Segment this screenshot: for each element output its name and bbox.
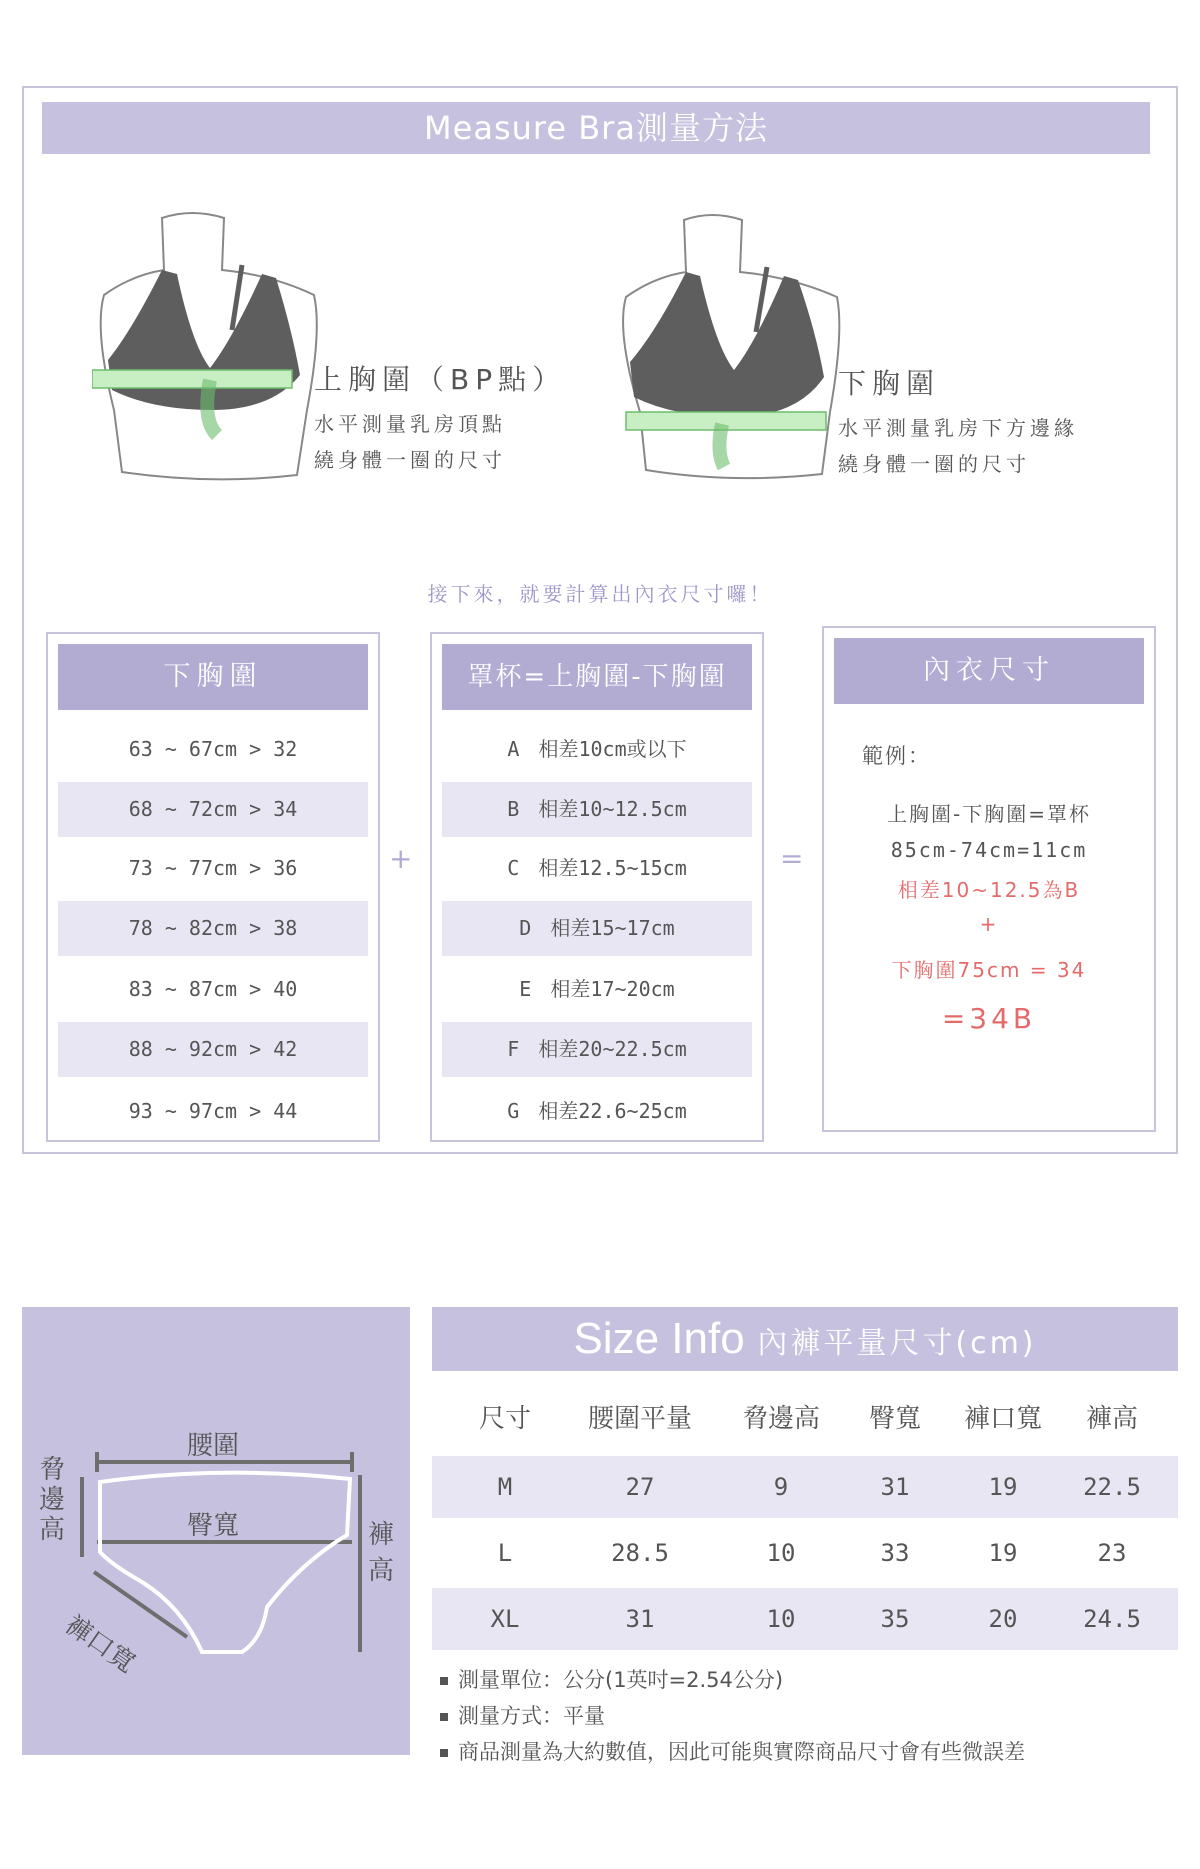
cup-diff: 相差20~22.5cm (538, 1037, 687, 1061)
bullet-square-icon (440, 1749, 448, 1757)
note-text: 商品測量為大約數值，因此可能與實際商品尺寸會有些微誤差 (458, 1740, 1025, 1764)
bust-heading: 上胸圍（BP點） (314, 363, 567, 396)
bra-section-title: Measure Bra測量方法 (42, 102, 1150, 154)
pants-height-label: 褲高 (367, 1520, 394, 1586)
underbust-heading: 下胸圍 (838, 367, 941, 400)
underbust-row: 78 ~ 82cm > 38 (58, 901, 368, 956)
underbust-row: 83 ~ 87cm > 40 (128, 977, 298, 1001)
cell-pants-height: 24.5 (1083, 1605, 1141, 1633)
size-info-title-main: Size Info (573, 1314, 745, 1363)
cell-waist: 31 (625, 1605, 655, 1633)
cell-size: M (497, 1473, 513, 1501)
cell-size: L (497, 1539, 513, 1567)
cell-side-height: 10 (766, 1539, 796, 1567)
cup-card (430, 632, 764, 1142)
underbust-row: 63 ~ 67cm > 32 (128, 737, 298, 761)
side-height-label: 脅邊高 (38, 1455, 65, 1545)
cup-card-header: 罩杯=上胸圍-下胸圍 (442, 644, 752, 710)
cell-waist: 28.5 (611, 1539, 669, 1567)
cup-diff: 相差22.6~25cm (538, 1099, 687, 1123)
plus-sign: + (389, 842, 413, 875)
col-header-leg-opening: 褲口寬 (963, 1404, 1042, 1434)
cup-row (442, 782, 752, 837)
hip-label: 臀寬 (187, 1511, 240, 1541)
cell-hip: 35 (880, 1605, 910, 1633)
cell-pants-height: 23 (1097, 1539, 1127, 1567)
cup-diff: 相差10cm或以下 (538, 737, 687, 761)
cup-letter: A (507, 737, 520, 761)
cup-row (442, 722, 752, 777)
cup-row (442, 962, 752, 1017)
cup-row (442, 901, 752, 956)
cup-row (442, 1084, 752, 1139)
cell-size: XL (490, 1605, 520, 1633)
cup-row (442, 1022, 752, 1077)
underbust-desc-line2: 繞身體一圈的尺寸 (838, 452, 1030, 476)
underbust-desc-line1: 水平測量乳房下方邊緣 (838, 416, 1078, 440)
cup-diff: 相差12.5~15cm (538, 856, 687, 880)
col-header-waist: 腰圍平量 (587, 1404, 692, 1434)
size-info-title (432, 1307, 1178, 1371)
note-item (440, 1736, 1025, 1766)
size-card (822, 626, 1156, 1132)
next-step-text: 接下來，就要計算出內衣尺寸囉！ (427, 582, 773, 606)
example-result: =34B (941, 1002, 1037, 1035)
cup-letter: F (507, 1037, 520, 1061)
waist-label: 腰圍 (187, 1431, 240, 1461)
underbust-row: 88 ~ 92cm > 42 (58, 1022, 368, 1077)
bust-desc-line1: 水平測量乳房頂點 (314, 412, 506, 436)
underbust-row: 93 ~ 97cm > 44 (128, 1099, 298, 1123)
example-label: 範例： (862, 744, 931, 768)
cell-leg-opening: 19 (988, 1473, 1018, 1501)
col-header-size: 尺寸 (478, 1404, 531, 1434)
col-header-pants-height: 褲高 (1085, 1404, 1138, 1434)
cell-leg-opening: 19 (988, 1539, 1018, 1567)
cup-letter: E (519, 977, 532, 1001)
underbust-measure-illustration (612, 212, 844, 482)
cup-letter: G (507, 1099, 520, 1123)
cup-diff: 相差15~17cm (550, 916, 675, 940)
cup-letter: D (519, 916, 532, 940)
note-text: 測量方式：平量 (458, 1704, 605, 1728)
cup-diff: 相差17~20cm (550, 977, 675, 1001)
cell-pants-height: 22.5 (1083, 1473, 1141, 1501)
note-text: 測量單位：公分(1英吋=2.54公分) (458, 1668, 784, 1692)
cell-side-height: 9 (773, 1473, 789, 1501)
example-formula: 上胸圍-下胸圍=罩杯 (887, 802, 1091, 826)
col-header-side-height: 脅邊高 (741, 1404, 820, 1434)
cup-diff: 相差10~12.5cm (538, 797, 687, 821)
bullet-square-icon (440, 1677, 448, 1685)
cell-side-height: 10 (766, 1605, 796, 1633)
table-row (432, 1456, 1178, 1518)
col-header-hip: 臀寬 (868, 1404, 921, 1434)
table-row (432, 1522, 1178, 1584)
size-card-header: 內衣尺寸 (834, 638, 1144, 704)
cup-letter: B (507, 797, 520, 821)
example-range-note: 相差10~12.5為B (897, 878, 1081, 902)
underbust-card-header: 下胸圍 (58, 644, 368, 710)
underbust-row: 68 ~ 72cm > 34 (58, 782, 368, 837)
cell-leg-opening: 20 (988, 1605, 1018, 1633)
equals-sign: = (780, 842, 804, 875)
cup-letter: C (507, 856, 520, 880)
leg-opening-label: 褲口寬 (59, 1609, 141, 1680)
example-calc: 85cm-74cm=11cm (890, 838, 1088, 862)
example-underbust: 下胸圍75cm = 34 (891, 958, 1087, 982)
bullet-square-icon (440, 1713, 448, 1721)
size-info-title-sub: 內褲平量尺寸(cm) (757, 1326, 1037, 1361)
note-item (440, 1700, 605, 1730)
table-row (432, 1588, 1178, 1650)
panty-diagram-panel (22, 1307, 410, 1755)
bust-desc-line2: 繞身體一圈的尺寸 (314, 448, 506, 472)
cell-hip: 33 (880, 1539, 910, 1567)
note-item (440, 1664, 783, 1694)
cup-row (442, 841, 752, 896)
example-plus: + (979, 912, 999, 936)
cell-hip: 31 (880, 1473, 910, 1501)
underbust-card (46, 632, 380, 1142)
cell-waist: 27 (625, 1473, 655, 1501)
underbust-row: 73 ~ 77cm > 36 (128, 856, 298, 880)
bust-measure-illustration (92, 210, 322, 485)
